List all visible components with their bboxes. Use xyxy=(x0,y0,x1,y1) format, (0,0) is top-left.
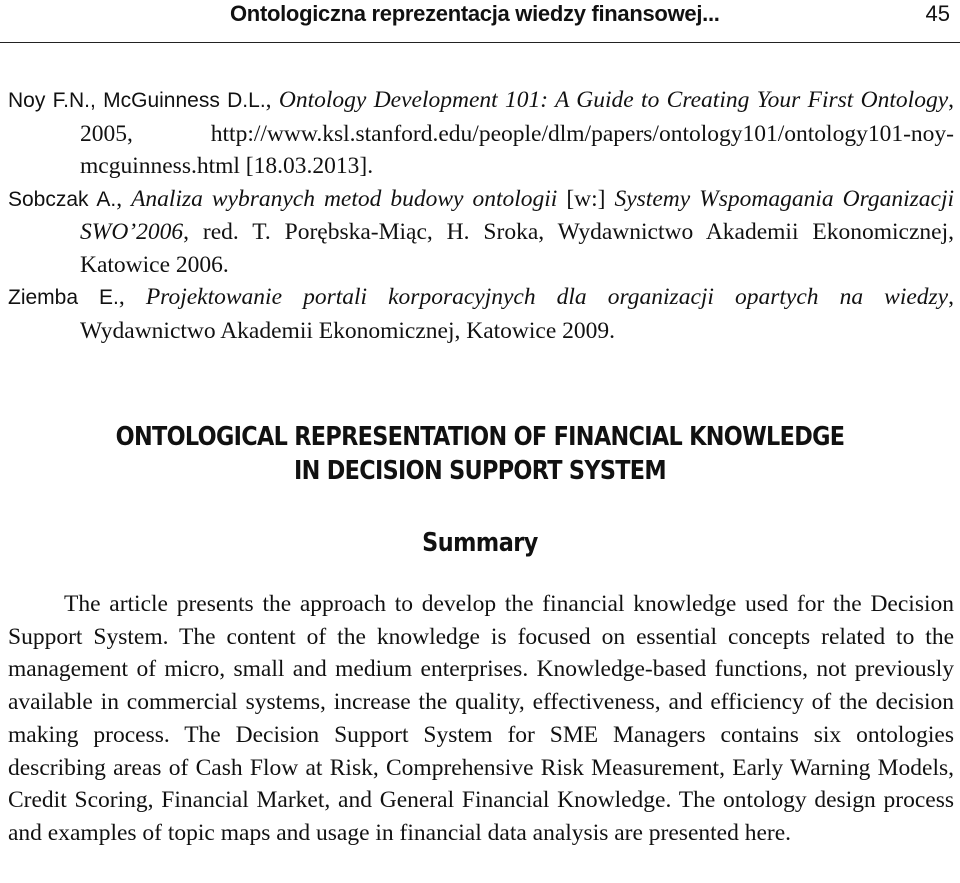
reference-noy xyxy=(8,84,954,183)
reference-separator: , xyxy=(265,87,279,113)
english-title-line-1: ONTOLOGICAL REPRESENTATION OF FINANCIAL KNOWLEDGE xyxy=(115,422,845,452)
reference-separator: , xyxy=(118,284,146,310)
reference-author: Ziemba E. xyxy=(8,286,119,309)
reference-details: , 2005, http://www.ksl.stanford.edu/people/dlm/papers/ontology101/ontology101-noy-mcguinness.html [18.03.2013]. xyxy=(80,87,954,179)
reference-sobczak xyxy=(8,183,954,282)
english-title-line-2: IN DECISION SUPPORT SYSTEM xyxy=(294,456,666,486)
reference-in: [w:] xyxy=(557,185,615,212)
reference-details: , red. T. Porębska-Miąc, H. Sroka, Wydawnictwo Akademii Ekonomicznej, Katowice 2006. xyxy=(80,219,954,278)
reference-title: Ontology Development 101: A Guide to Creating Your First Ontology xyxy=(278,87,949,113)
summary-heading: Summary xyxy=(422,528,538,558)
reference-ziemba xyxy=(8,281,954,347)
reference-book-title: Systemy Wspomagania Organizacji SWO’2006 xyxy=(80,185,955,245)
reference-list xyxy=(8,84,954,347)
reference-author: Sobczak A. xyxy=(8,187,117,211)
page-number: 45 xyxy=(925,1,950,26)
reference-author: Noy F.N., McGuinness D.L. xyxy=(8,89,266,112)
running-title: Ontologiczna reprezentacja wiedzy finansowej... xyxy=(230,1,720,26)
summary-text: The article presents the approach to develop the financial knowledge used for the Decision Support System. The content of the knowledge is focused on essential concepts related to the management of micro, small and medium enterprises. Knowledge-based functions, not previously available in commercial systems, increase the quality, effectiveness, and efficiency of the decision making process. The Decision Support System for SME Managers contains six ontologies describing areas of Cash Flow at Risk, Comprehensive Risk Measurement, Early Warning Models, Credit Scoring, Financial Market, and General Financial Knowledge. The ontology design process and examples of topic maps and usage in financial data analysis are presented here. xyxy=(8,591,954,846)
english-article-title xyxy=(67,420,893,488)
running-header xyxy=(0,0,960,43)
reference-separator: , xyxy=(116,185,132,212)
reference-title: Projektowanie portali korporacyjnych dla organizacji opartych na wiedzy xyxy=(145,284,949,310)
reference-title: Analiza wybranych metod budowy ontologii xyxy=(131,185,558,212)
reference-details: , Wydawnictwo Akademii Ekonomicznej, Katowice 2009. xyxy=(80,284,954,344)
